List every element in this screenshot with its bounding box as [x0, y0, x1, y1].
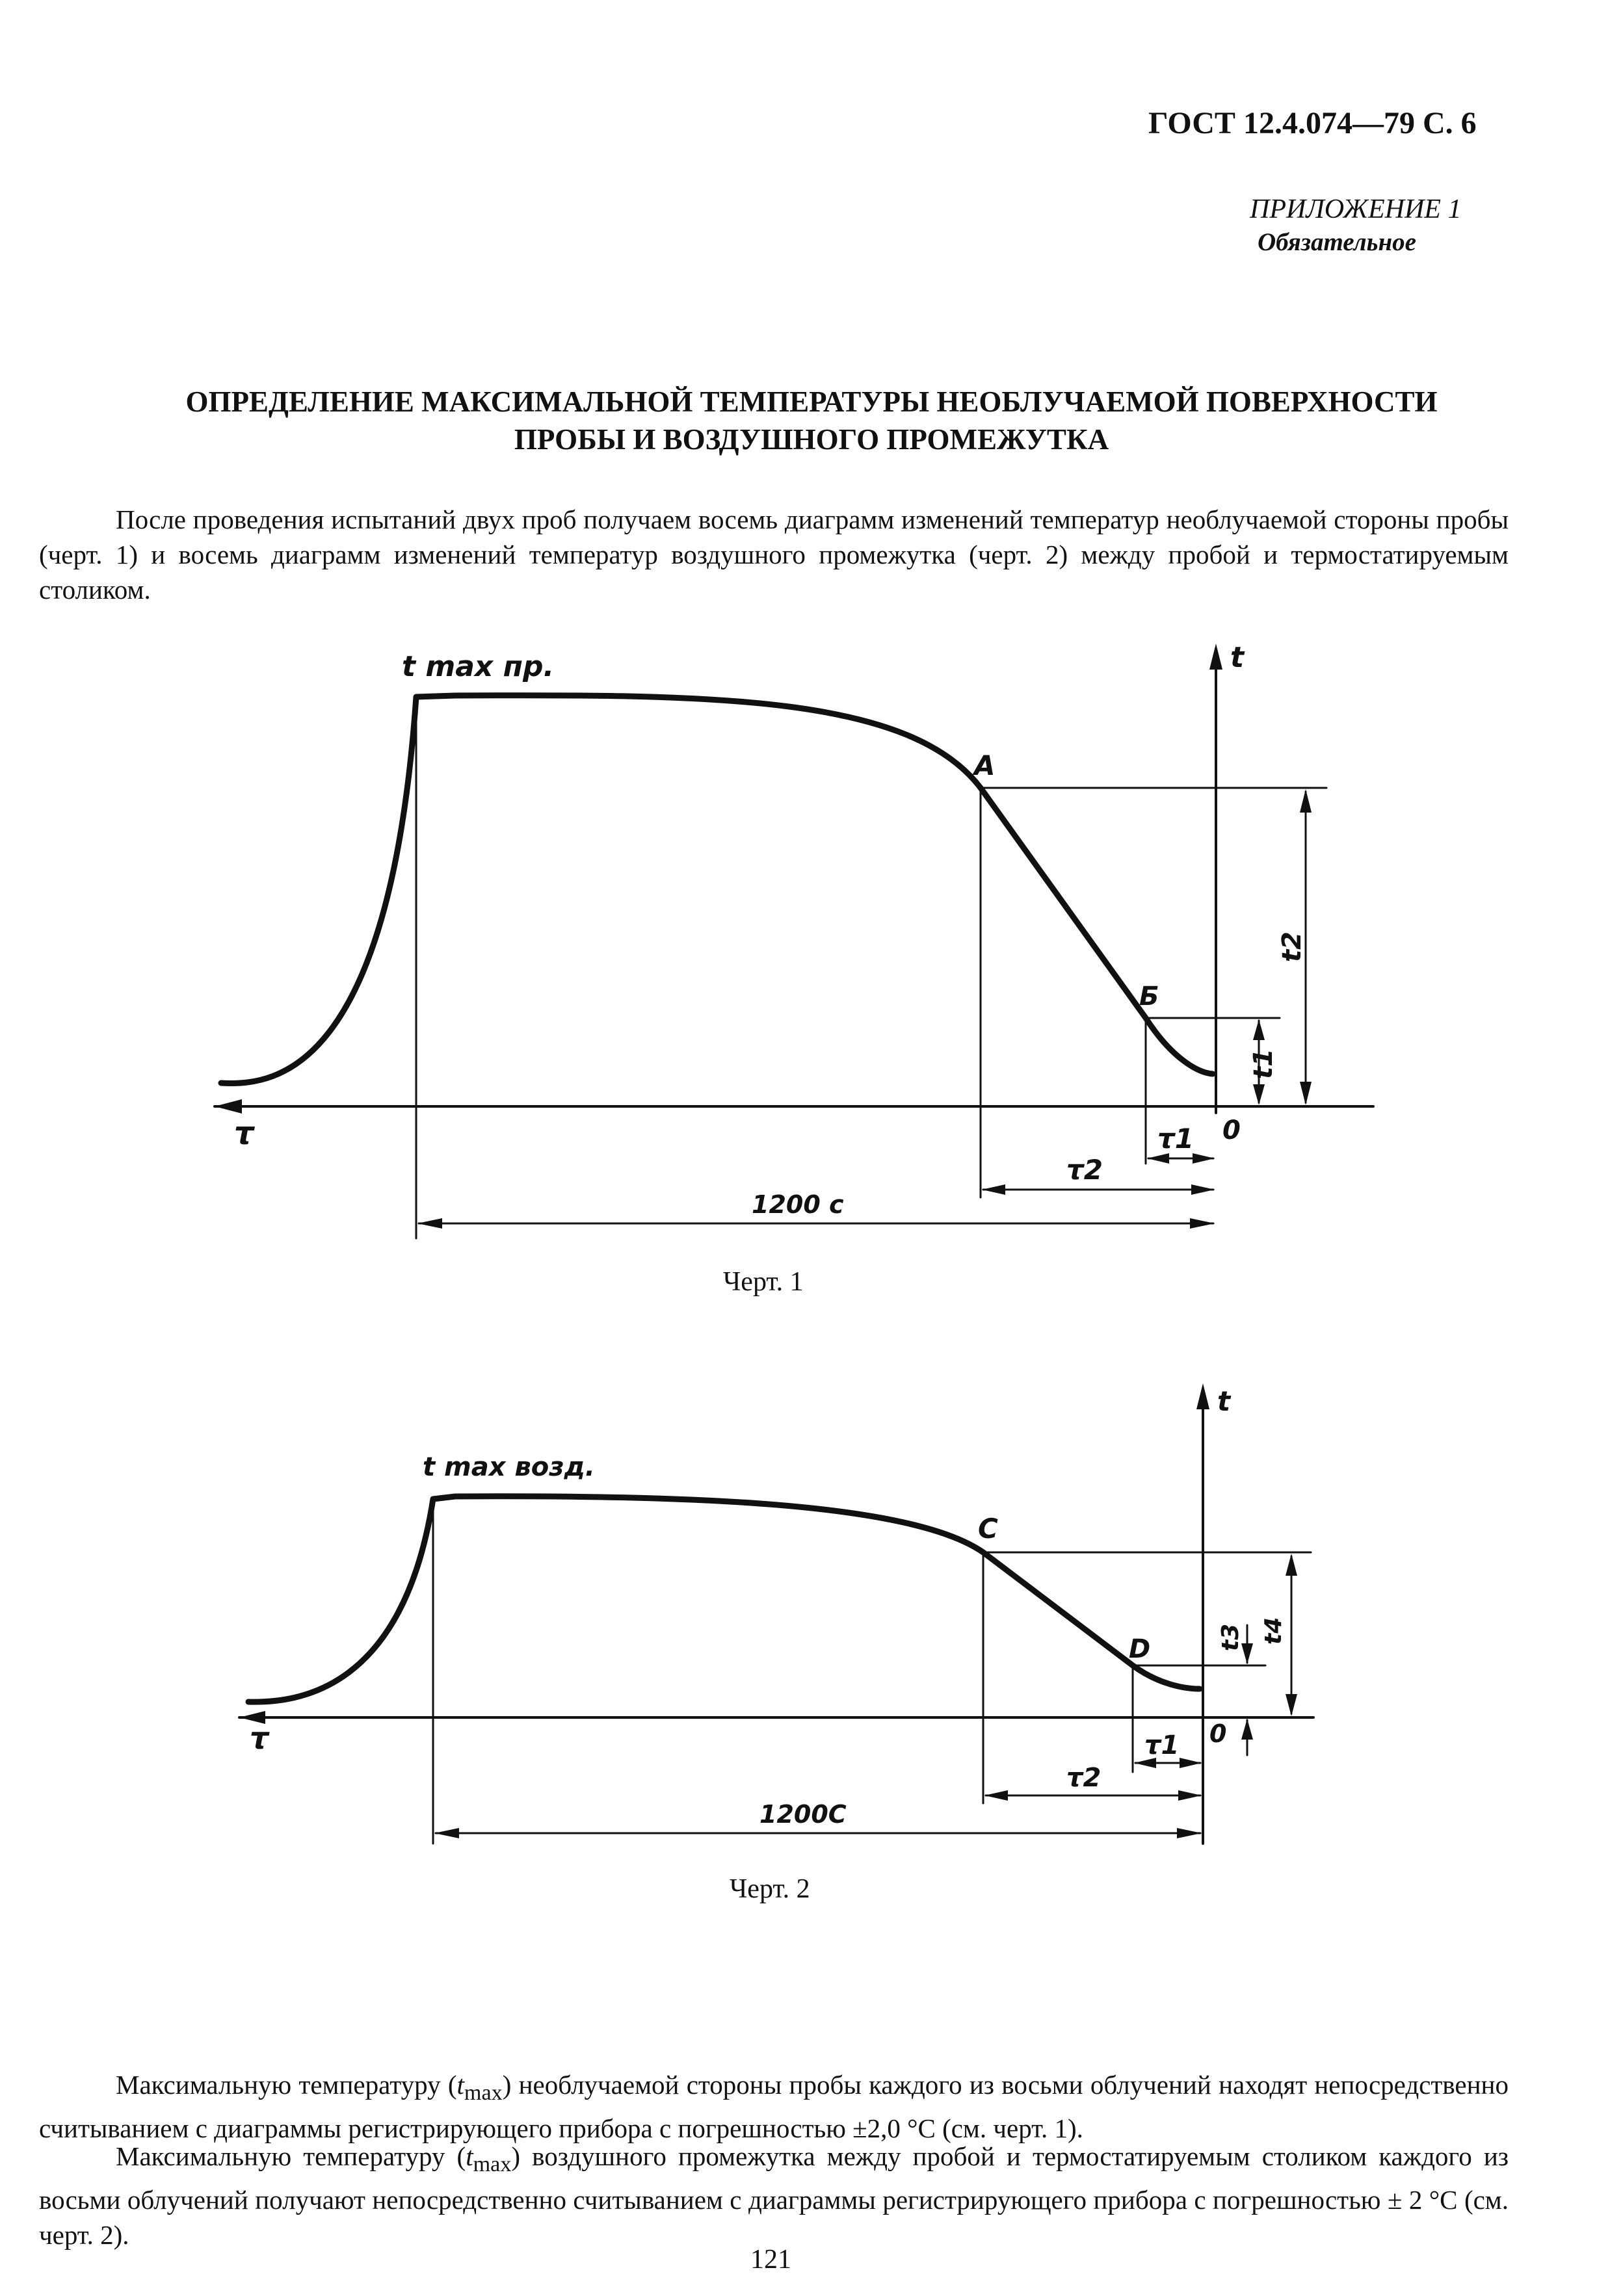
fig2-tau2-label: τ2 — [1066, 1763, 1102, 1793]
fig2-point-c: C — [978, 1513, 998, 1545]
paragraph-2-variable: t — [466, 2141, 473, 2171]
fig2-t4-label: t4 — [1260, 1617, 1287, 1645]
fig1-point-a: A — [974, 750, 996, 781]
paragraph-1-part-1: Максимальную температуру ( — [116, 2070, 457, 2100]
fig2-peak-label: t max возд. — [423, 1452, 595, 1482]
fig2-point-d: D — [1129, 1634, 1151, 1664]
paragraph-tmax-air-gap — [39, 2139, 1509, 2252]
figure-1-caption: Черт. 1 — [723, 1267, 804, 1297]
intro-paragraph: После проведения испытаний двух проб получаем восемь диаграмм изменений температур необлучаемой стороны пробы (черт. 1) и восемь диаграмм изменений температур воздушного промежутка (черт. 2) между пробой и термостатируемым столиком. — [39, 504, 1509, 605]
fig1-duration-label: 1200 c — [752, 1190, 844, 1219]
paragraph-tmax-surface — [39, 2067, 1509, 2146]
fig1-t1-label: t1 — [1248, 1049, 1278, 1079]
fig2-axis-t-label: t — [1217, 1385, 1231, 1417]
page-number: 121 — [750, 2245, 791, 2275]
fig1-origin-label: 0 — [1222, 1115, 1241, 1145]
paragraph-2-part-2: ) воздушного промежутка между пробой и термостатируемым столиком каждого из восьми облучений получают непосредственно считыванием с диаграммы регистрирующего прибора с погрешностью ± 2 °С (см. черт. 2). — [39, 2141, 1509, 2250]
paragraph-2-part-1: Максимальную температуру ( — [116, 2141, 466, 2171]
appendix-status: Обязательное — [1258, 228, 1416, 256]
figure-2-caption: Черт. 2 — [730, 1874, 810, 1904]
paragraph-1-part-2: ) необлучаемой стороны пробы каждого из восьми облучений находят непосредственно считыванием с диаграммы регистрирующего прибора с погрешностью ±2,0 °С (см. черт. 1). — [39, 2070, 1509, 2144]
paragraph-2-subscript: max — [473, 2152, 512, 2177]
fig2-t-arrow — [1196, 1383, 1209, 1409]
paragraph-1-subscript: max — [464, 2081, 503, 2106]
section-title-line-1: ОПРЕДЕЛЕНИЕ МАКСИМАЛЬНОЙ ТЕМПЕРАТУРЫ НЕОБЛУЧАЕМОЙ ПОВЕРХНОСТИ — [185, 385, 1438, 418]
fig1-point-b: Б — [1139, 982, 1159, 1011]
fig1-axis-tau-label: τ — [234, 1115, 254, 1152]
fig2-tau1-label: τ1 — [1144, 1730, 1180, 1760]
fig1-tau1-label: τ1 — [1157, 1123, 1194, 1155]
fig2-axis-tau-label: τ — [250, 1721, 269, 1756]
appendix-label: ПРИЛОЖЕНИЕ 1 — [1250, 194, 1462, 224]
fig2-t3-label: t3 — [1217, 1623, 1244, 1651]
fig1-axis-t-label: t — [1230, 641, 1245, 674]
section-title-line-2: ПРОБЫ И ВОЗДУШНОГО ПРОМЕЖУТКА — [514, 423, 1109, 456]
fig1-tau2-label: τ2 — [1066, 1154, 1103, 1186]
fig1-peak-label: t max пр. — [402, 650, 555, 683]
fig2-origin-label: 0 — [1209, 1719, 1227, 1748]
paragraph-1-variable: t — [456, 2070, 464, 2100]
fig2-duration-label: 1200C — [759, 1800, 847, 1829]
fig2-temperature-curve — [248, 1496, 1200, 1702]
fig1-t2-label: t2 — [1277, 932, 1307, 962]
document-code: ГОСТ 12.4.074—79 С. 6 — [1148, 106, 1477, 140]
